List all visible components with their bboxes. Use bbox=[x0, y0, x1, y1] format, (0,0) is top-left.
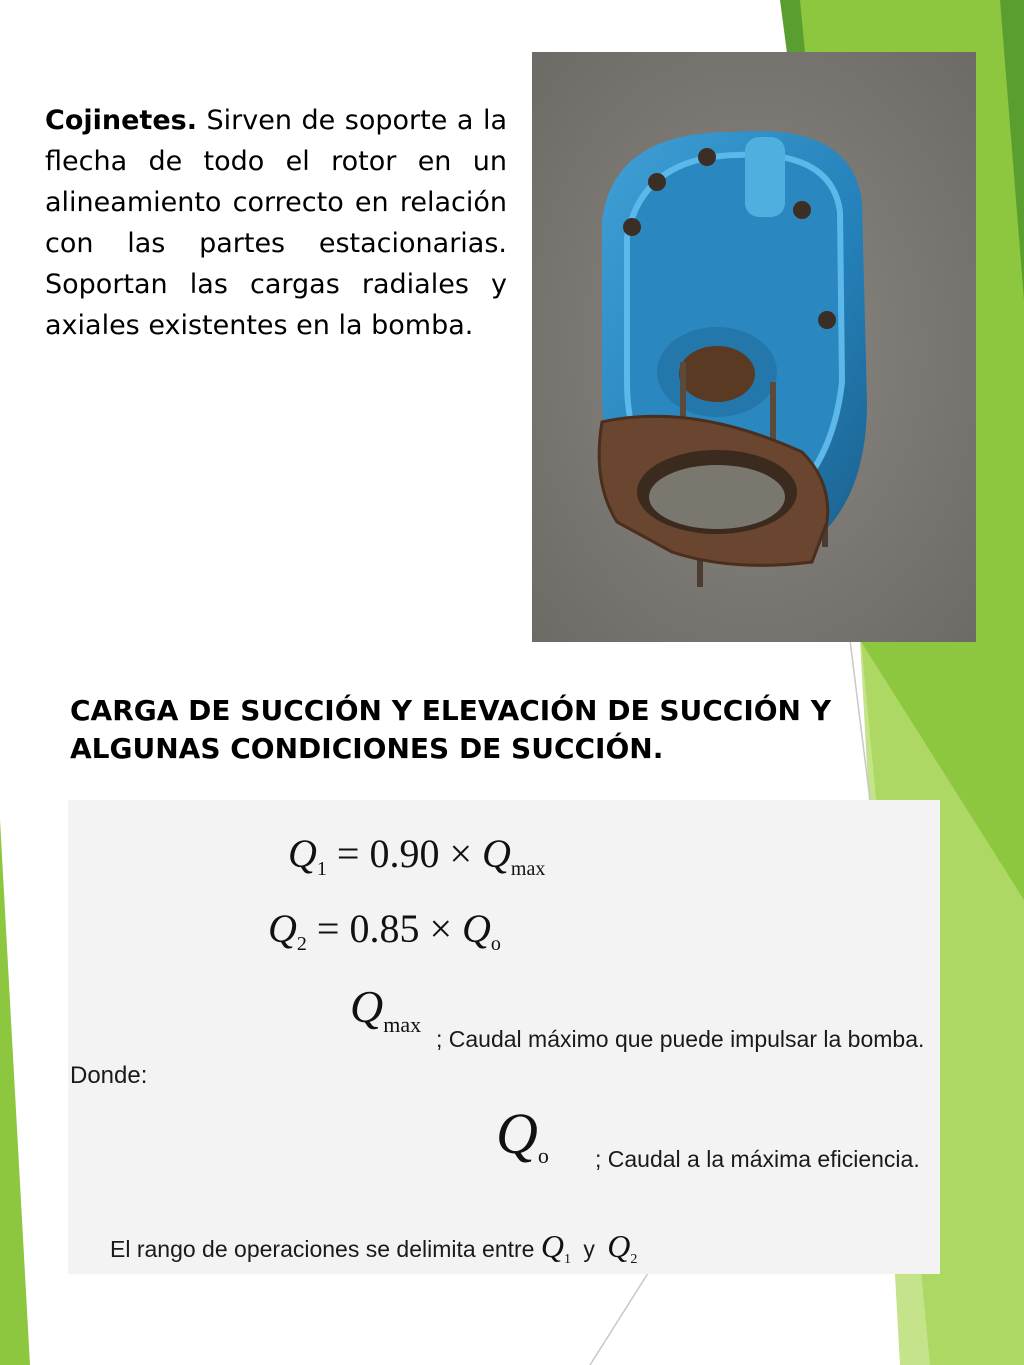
formula-panel bbox=[68, 800, 940, 1274]
donde-label: Donde: bbox=[70, 1062, 148, 1089]
qo-symbol bbox=[496, 1100, 549, 1169]
qmax-letter: Q bbox=[350, 981, 384, 1032]
range-q1 bbox=[540, 1228, 571, 1267]
bearing-bore bbox=[679, 346, 755, 402]
range-text: El rango de operaciones se delimita entre bbox=[110, 1236, 535, 1262]
qmax-symbol bbox=[350, 980, 421, 1038]
flange-bore-inner bbox=[649, 465, 785, 529]
equation-q1 bbox=[288, 830, 545, 881]
eq1-lhs-sub: 1 bbox=[316, 858, 327, 880]
qo-description: ; Caudal a la máxima eficiencia. bbox=[595, 1146, 920, 1172]
eq1-lhs: Q bbox=[288, 831, 317, 876]
range-and: y bbox=[583, 1236, 595, 1262]
qo-letter: Q bbox=[496, 1101, 538, 1166]
eq2-lhs-sub: 2 bbox=[296, 933, 307, 955]
bolt-hole bbox=[698, 148, 716, 166]
eq1-operator: = 0.90 × bbox=[326, 831, 483, 876]
section-heading: CARGA DE SUCCIÓN Y ELEVACIÓN DE SUCCIÓN Y ALGUNAS CONDICIONES DE SUCCIÓN. bbox=[70, 694, 832, 765]
intro-text: Sirven de soporte a la flecha de todo el rotor en un alineamiento correcto en relación con las partes estacionarias. Soportan las cargas radiales y axiales existentes en la bomba. bbox=[45, 105, 507, 341]
eq2-lhs: Q bbox=[268, 906, 297, 951]
range-statement bbox=[110, 1228, 637, 1268]
range-q1-sub: 1 bbox=[563, 1252, 571, 1267]
bolt-hole bbox=[793, 201, 811, 219]
range-q2-letter: Q bbox=[607, 1228, 631, 1264]
bearing-housing-illustration bbox=[532, 52, 976, 642]
qmax-sub: max bbox=[383, 1012, 422, 1037]
eq2-operator: = 0.85 × bbox=[306, 906, 463, 951]
bolt-hole bbox=[648, 173, 666, 191]
intro-paragraph bbox=[45, 100, 507, 346]
range-q2-sub: 2 bbox=[630, 1252, 638, 1267]
eq1-rhs-sub: max bbox=[510, 858, 546, 880]
top-boss bbox=[745, 137, 785, 217]
intro-term: Cojinetes. bbox=[45, 105, 197, 136]
left-accent-green bbox=[0, 820, 30, 1365]
range-q2 bbox=[607, 1228, 638, 1267]
bearing-housing-photo bbox=[532, 52, 976, 642]
qo-sub: o bbox=[537, 1143, 549, 1168]
eq1-rhs: Q bbox=[482, 831, 511, 876]
eq2-rhs-sub: o bbox=[490, 933, 501, 955]
equation-q2 bbox=[268, 905, 501, 956]
qmax-description: ; Caudal máximo que puede impulsar la bomba. bbox=[436, 1026, 925, 1052]
eq2-rhs: Q bbox=[462, 906, 491, 951]
bolt-hole bbox=[623, 218, 641, 236]
bolt-hole bbox=[818, 311, 836, 329]
range-q1-letter: Q bbox=[540, 1228, 564, 1264]
diagonal-rule-bottom bbox=[590, 1270, 650, 1365]
